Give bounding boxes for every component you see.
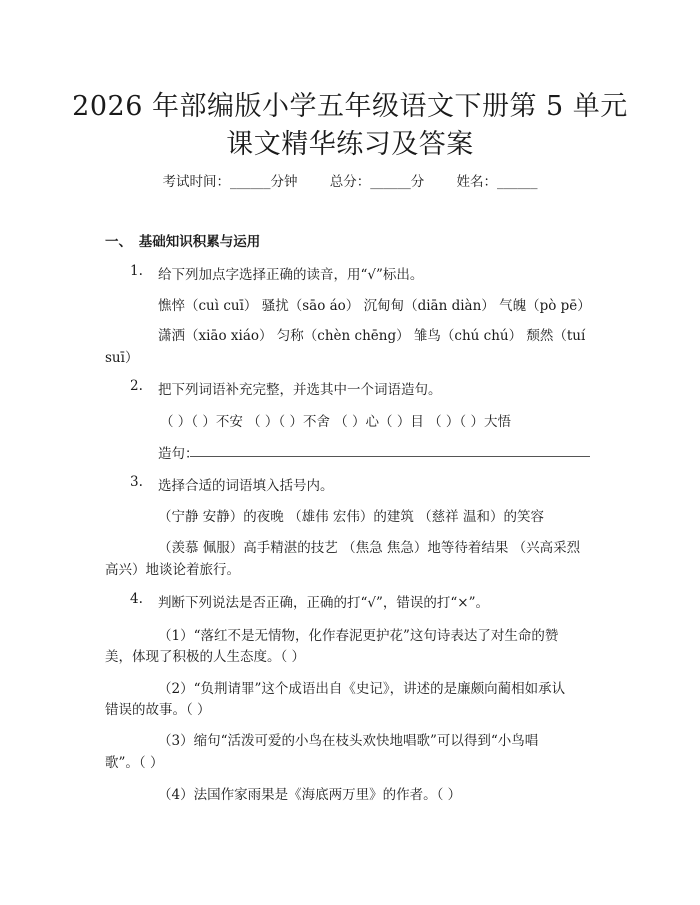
page-title-line2: 课文精华练习及答案 bbox=[226, 129, 474, 160]
q1-line-1: 憔悴（cuì cuī） 骚扰（sāo áo） 沉甸甸（diān diàn） 气魄（pò pē） bbox=[158, 298, 591, 314]
q1-line-2: 潇洒（xiāo xiáo） 匀称（chèn chēng） 雏鸟（chú chú） 颓然（tuí bbox=[158, 328, 586, 344]
exam-name: 姓名：______ bbox=[456, 174, 538, 190]
page-title-line1: 2026 年部编版小学五年级语文下册第 5 单元 bbox=[72, 91, 628, 122]
q4-item-2-line-1: （2）“负荆请罪”这个成语出自《史记》，讲述的是廉颇向蔺相如承认 bbox=[158, 681, 566, 697]
question-number-2: 2. bbox=[130, 378, 143, 394]
exam-meta bbox=[0, 170, 700, 190]
question-number-4: 4. bbox=[130, 591, 143, 607]
q4-item-2-line-2: 错误的故事。（ ） bbox=[105, 702, 211, 718]
exam-time: 考试时间：______分钟 bbox=[162, 174, 298, 190]
question-number-3: 3. bbox=[130, 474, 143, 490]
q2-line-1: （ ）（ ）不安 （ ）（ ）不舍 （ ）心（ ）目 （ ）（ ）大悟 bbox=[160, 414, 511, 430]
q3-line-2: （羡慕 佩服）高手精湛的技艺 （焦急 焦急）地等待着结果 （兴高采烈 bbox=[158, 540, 581, 556]
question-stem-3: 选择合适的词语填入括号内。 bbox=[158, 478, 334, 494]
question-number-1: 1. bbox=[130, 263, 143, 279]
exam-score: 总分：______分 bbox=[329, 174, 425, 190]
question-stem-4: 判断下列说法是否正确，正确的打“√”，错误的打“×”。 bbox=[158, 595, 490, 611]
q4-item-4: （4）法国作家雨果是《海底两万里》的作者。（ ） bbox=[158, 787, 462, 803]
answer-underline bbox=[190, 456, 590, 457]
q4-item-3-line-2: 歌”。（ ） bbox=[105, 755, 164, 771]
q1-line-3: suī） bbox=[105, 350, 139, 366]
q4-item-3-line-1: （3）缩句“活泼可爱的小鸟在枝头欢快地唱歌”可以得到“小鸟唱 bbox=[158, 733, 539, 749]
q3-line-1: （宁静 安静）的夜晚 （雄伟 宏伟）的建筑 （慈祥 温和）的笑容 bbox=[158, 509, 544, 525]
q2-sentence-label: 造句： bbox=[158, 446, 199, 462]
section-heading-1: 一、 基础知识积累与运用 bbox=[105, 234, 261, 250]
question-stem-1: 给下列加点字选择正确的读音，用“√”标出。 bbox=[158, 267, 424, 283]
q4-item-1-line-1: （1）“落红不是无情物，化作春泥更护花”这句诗表达了对生命的赞 bbox=[158, 628, 559, 644]
q3-line-3: 高兴）地谈论着旅行。 bbox=[105, 562, 240, 578]
question-stem-2: 把下列词语补充完整，并选其中一个词语造句。 bbox=[158, 382, 442, 398]
q4-item-1-line-2: 美，体现了积极的人生态度。（ ） bbox=[105, 649, 306, 665]
